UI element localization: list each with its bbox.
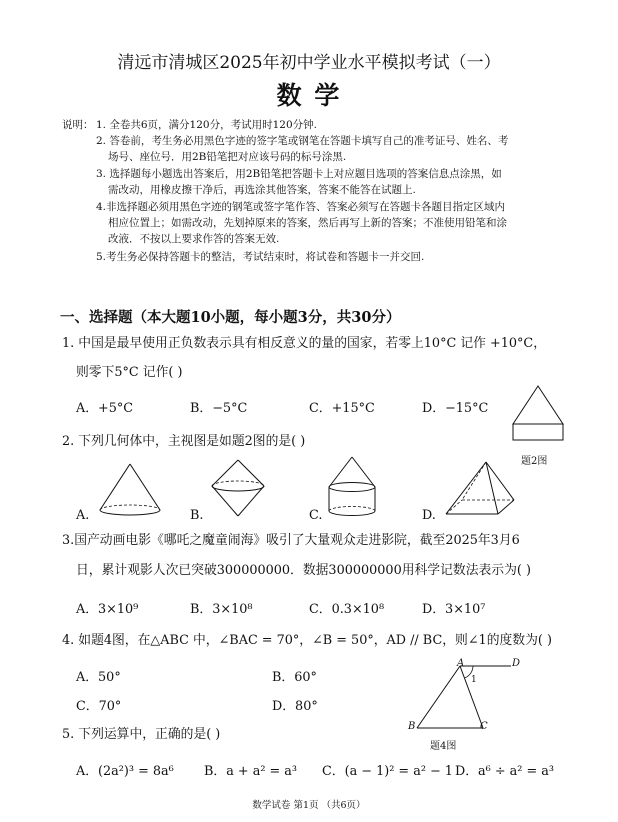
q4-stem: 4. 如题4图，在△ABC 中，∠BAC = 70°，∠B = 50°，AD // BC，则∠1的度数为( )	[62, 633, 552, 648]
q4-option-c[interactable]: C．70°	[76, 699, 122, 714]
q1-option-d[interactable]: D．−15°C	[422, 401, 489, 416]
instruction-line: 5.考生务必保持答题卡的整洁，考试结束时，将试卷和答题卡一并交回.	[96, 251, 425, 263]
q3-option-a[interactable]: A．3×10⁹	[76, 602, 139, 617]
q2-stem: 2. 下列几何体中，主视图是如题2图的是( )	[62, 434, 306, 449]
instruction-line: 改液．不按以上要求作答的答案无效.	[108, 233, 280, 245]
q4-option-b[interactable]: B．60°	[272, 670, 317, 685]
pyramid-icon	[440, 460, 520, 520]
q1-stem: 1. 中国是最早使用正负数表示具有相反意义的量的国家，若零上10°C 记作 +10°C，	[62, 336, 546, 351]
q4-label-c: C	[480, 721, 488, 732]
instruction-line: 2. 答卷前，考生务必用黑色字迹的签字笔或钢笔在答题卡填写自己的准考证号、姓名、考	[96, 135, 509, 147]
q2-option-d[interactable]: D.	[422, 508, 436, 523]
instructions-label: 说明：	[62, 119, 94, 131]
q2-front-view-figure	[510, 386, 566, 446]
instruction-line: 相应位置上；如需改动，先划掉原来的答案，然后再写上新的答案；不准使用铅笔和涂	[108, 217, 507, 229]
exam-title: 清远市清城区2025年初中学业水平模拟考试（一）	[117, 53, 501, 73]
q4-label-a: A	[457, 658, 465, 669]
q4-angle-label: 1	[471, 675, 477, 685]
section-heading: 一、选择题（本大题10小题，每小题3分，共30分）	[60, 309, 401, 326]
instruction-line: 3. 选择题每小题选出答案后，用2B铅笔把答题卡上对应题目选项的答案信息点涂黑，如	[96, 168, 502, 180]
q2-option-c[interactable]: C.	[309, 508, 323, 523]
q3-option-d[interactable]: D．3×10⁷	[422, 602, 486, 617]
q2-option-a[interactable]: A.	[76, 508, 90, 523]
q4-option-a[interactable]: A．50°	[76, 670, 121, 685]
instruction-line: 需改动，用橡皮擦干净后，再选涂其他答案，答案不能答在试题上.	[108, 184, 416, 196]
q3-option-b[interactable]: B．3×10⁸	[190, 602, 253, 617]
cone-on-cylinder-icon	[326, 455, 378, 521]
q5-option-d[interactable]: D．a⁶ ÷ a² = a³	[455, 764, 555, 779]
q5-option-c[interactable]: C．(a − 1)² = a² − 1	[322, 764, 453, 779]
q5-option-b[interactable]: B．a + a² = a³	[204, 764, 298, 779]
q1-option-a[interactable]: A．+5°C	[76, 401, 134, 416]
q2-figure-caption: 题2图	[521, 456, 548, 467]
page-footer: 数学试卷 第1页 （共6页）	[252, 800, 366, 811]
q4-label-d: D	[512, 658, 521, 669]
q1-option-b[interactable]: B．−5°C	[190, 401, 248, 416]
double-cone-icon	[208, 458, 268, 520]
q2-option-b[interactable]: B.	[190, 508, 204, 523]
q1-stem: 则零下5°C 记作( )	[76, 365, 183, 380]
q5-option-a[interactable]: A．(2a²)³ = 8a⁶	[76, 764, 174, 779]
q3-option-c[interactable]: C．0.3×10⁸	[309, 602, 385, 617]
cone-icon	[96, 462, 166, 518]
instruction-line: 场号、座位号．用2B铅笔把对应该号码的标号涂黑.	[108, 151, 347, 163]
q3-stem: 3.国产动画电影《哪吒之魔童闹海》吸引了大量观众走进影院，截至2025年3月6	[62, 533, 520, 548]
instruction-line: 4.非选择题必须用黑色字迹的钢笔或签字笔作答、答案必须写在答题卡各题目指定区域内	[96, 201, 506, 213]
q4-label-b: B	[408, 721, 416, 732]
q3-stem: 日，累计观影人次已突破300000000．数据300000000用科学记数法表示为( )	[76, 563, 531, 578]
q4-figure-caption: 题4图	[430, 741, 457, 752]
subject-title: 数 学	[276, 81, 342, 110]
q4-triangle-figure	[405, 660, 525, 740]
q5-stem: 5. 下列运算中，正确的是( )	[62, 727, 221, 742]
q4-option-d[interactable]: D．80°	[272, 699, 318, 714]
q1-option-c[interactable]: C．+15°C	[309, 401, 375, 416]
instruction-line: 1. 全卷共6页，满分120分，考试用时120分钟.	[96, 119, 317, 131]
